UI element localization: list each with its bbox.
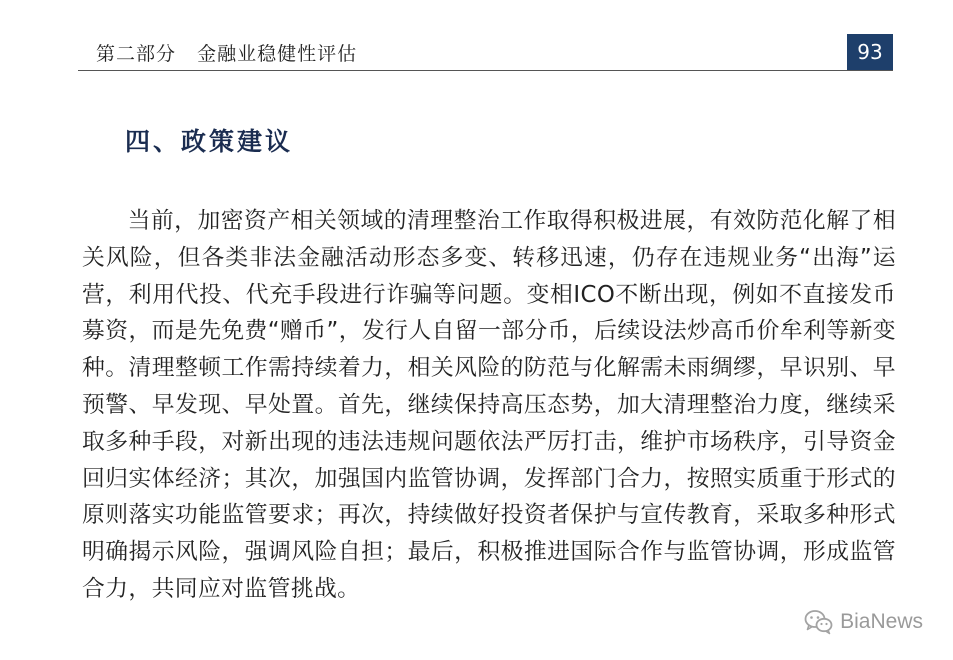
header-divider	[78, 70, 893, 71]
wechat-icon	[804, 609, 834, 635]
page-number: 93	[847, 34, 893, 70]
page-header	[78, 34, 893, 70]
body-text	[82, 203, 896, 608]
header-title: 第二部分 金融业稳健性评估	[96, 43, 358, 65]
watermark	[804, 606, 923, 638]
body-paragraph: 当前，加密资产相关领域的清理整治工作取得积极进展，有效防范化解了相关风险，但各类非法金融活动形态多变、转移迅速，仍存在违规业务“出海”运营，利用代投、代充手段进行诈骗等问题。变相ICO不断出现，例如不直接发币募资，而是先免费“赠币”，发行人自留一部分币，后续设法炒高币价牟利等新变种。清理整顿工作需持续着力，相关风险的防范与化解需未雨绸缪，早识别、早预警、早发现、早处置。首先，继续保持高压态势，加大清理整治力度，继续采取多种手段，对新出现的违法违规问题依法严厉打击，维护市场秩序，引导资金回归实体经济；其次，加强国内监管协调，发挥部门合力，按照实质重于形式的原则落实功能监管要求；再次，持续做好投资者保护与宣传教育，采取多种形式明确揭示风险，强调风险自担；最后，积极推进国际合作与监管协调，形成监管合力，共同应对监管挑战。	[82, 208, 896, 602]
section-heading: 四、政策建议	[125, 127, 294, 156]
watermark-text: BiaNews	[840, 610, 923, 633]
